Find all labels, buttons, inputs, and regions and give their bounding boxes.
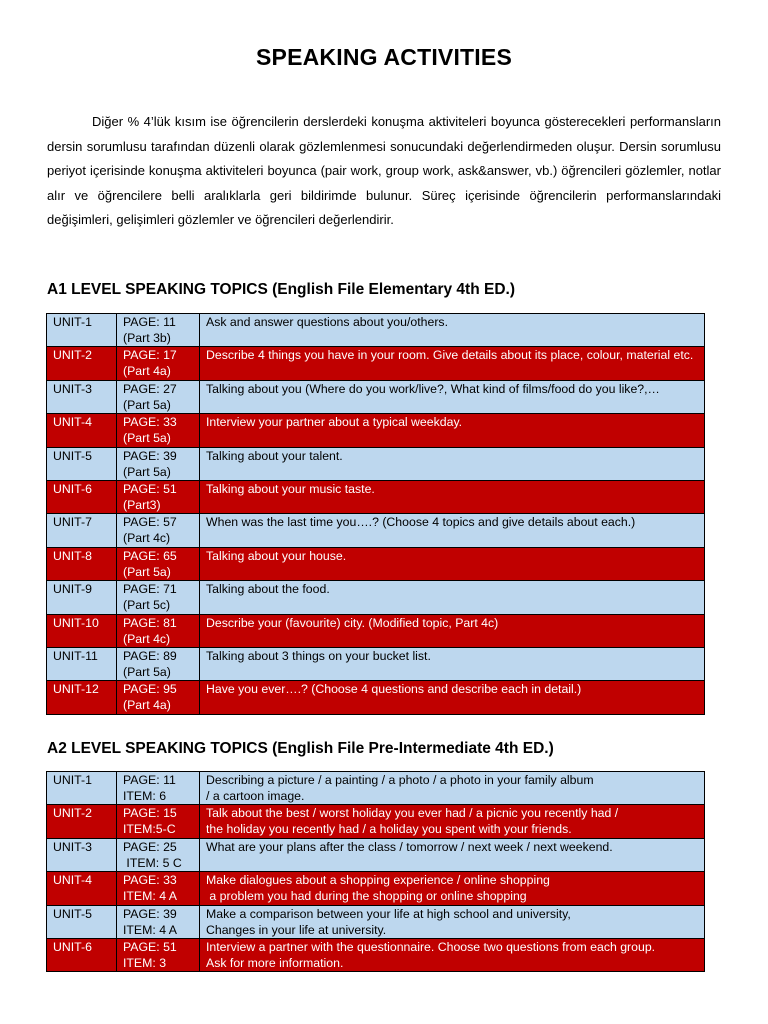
page-cell xyxy=(117,314,200,347)
table-row xyxy=(47,581,705,614)
unit-cell: UNIT-9 xyxy=(47,581,117,614)
topic-cell: Talking about your house. xyxy=(200,547,705,580)
page-number: PAGE: 27 xyxy=(123,381,177,396)
page-cell xyxy=(117,380,200,413)
a1-section-heading: A1 LEVEL SPEAKING TOPICS (English File Elementary 4th ED.) xyxy=(47,281,515,298)
table-row xyxy=(47,647,705,680)
topic-cell: Talking about 3 things on your bucket list. xyxy=(200,647,705,680)
unit-cell: UNIT-4 xyxy=(47,414,117,447)
page-cell xyxy=(117,347,200,380)
topic-cell xyxy=(200,905,705,938)
part-label: (Part3) xyxy=(123,497,161,512)
table-row xyxy=(47,414,705,447)
topic-cell: Describe 4 things you have in your room. Give details about its place, colour, material etc. xyxy=(200,347,705,380)
table-row xyxy=(47,380,705,413)
page-number: PAGE: 81 xyxy=(123,615,177,630)
unit-cell: UNIT-1 xyxy=(47,314,117,347)
page-number: PAGE: 25 xyxy=(123,839,177,854)
part-label: (Part 4a) xyxy=(123,698,171,713)
topic-line-2: a problem you had during the shopping or online shopping xyxy=(206,889,527,904)
table-row xyxy=(47,447,705,480)
topic-cell: Talking about your talent. xyxy=(200,447,705,480)
unit-cell: UNIT-12 xyxy=(47,681,117,714)
topic-line-1: Interview a partner with the questionnaire. Choose two questions from each group. xyxy=(206,939,656,954)
page-cell xyxy=(117,581,200,614)
topic-cell xyxy=(200,938,705,971)
page-number: PAGE: 65 xyxy=(123,548,177,563)
table-row xyxy=(47,681,705,714)
unit-cell: UNIT-5 xyxy=(47,447,117,480)
page-cell xyxy=(117,414,200,447)
unit-cell: UNIT-11 xyxy=(47,647,117,680)
topic-cell: Have you ever….? (Choose 4 questions and describe each in detail.) xyxy=(200,681,705,714)
page-number: PAGE: 89 xyxy=(123,648,177,663)
page-cell xyxy=(117,480,200,513)
unit-cell: UNIT-3 xyxy=(47,838,117,871)
page-cell xyxy=(117,938,200,971)
page-number: PAGE: 51 xyxy=(123,481,177,496)
topic-cell: Ask and answer questions about you/others. xyxy=(200,314,705,347)
topic-cell xyxy=(200,805,705,838)
page-cell xyxy=(117,681,200,714)
page-cell xyxy=(117,872,200,905)
part-label: (Part 5a) xyxy=(123,664,171,679)
topic-cell: Talking about your music taste. xyxy=(200,480,705,513)
unit-cell: UNIT-8 xyxy=(47,547,117,580)
topic-line-2: the holiday you recently had / a holiday you spent with your friends. xyxy=(206,822,572,837)
page-number: PAGE: 15 xyxy=(123,806,177,821)
item-label: ITEM: 5 C xyxy=(123,855,182,870)
page-cell xyxy=(117,805,200,838)
intro-text: Diğer % 4’lük kısım ise öğrencilerin derslerdeki konuşma aktiviteleri boyunca gösterecekleri performansların dersin sorumlusu tarafından düzenli olarak gözlemlenmesi sonucundaki değerlendirmeden oluşur. Dersin sorumlusu periyot içerisinde konuşma aktiviteleri boyunca (pair work, group work, ask&answer, vb.) öğrencileri gözlemler, notlar alır ve öğrencilere belli aralıklarla geri bildirimde bulunur. Süreç içerisinde öğrencilerin performanslarındaki değişimleri, gelişimleri gözlemler ve öğrencileri değerlendirir. xyxy=(47,114,721,227)
topic-line-1: What are your plans after the class / tomorrow / next week / next weekend. xyxy=(206,839,613,854)
part-label: (Part 5a) xyxy=(123,464,171,479)
page-number: PAGE: 95 xyxy=(123,682,177,697)
a2-section-heading: A2 LEVEL SPEAKING TOPICS (English File Pre-Intermediate 4th ED.) xyxy=(47,740,554,757)
intro-paragraph xyxy=(47,110,721,233)
unit-cell: UNIT-6 xyxy=(47,480,117,513)
topic-cell xyxy=(200,872,705,905)
table-row xyxy=(47,838,705,871)
topic-cell xyxy=(200,838,705,871)
unit-cell: UNIT-7 xyxy=(47,514,117,547)
table-row xyxy=(47,614,705,647)
unit-cell: UNIT-6 xyxy=(47,938,117,971)
page-cell xyxy=(117,547,200,580)
unit-cell: UNIT-2 xyxy=(47,347,117,380)
unit-cell: UNIT-5 xyxy=(47,905,117,938)
table-row xyxy=(47,872,705,905)
part-label: (Part 4c) xyxy=(123,531,171,546)
item-label: ITEM: 4 A xyxy=(123,922,177,937)
topic-cell: Talking about the food. xyxy=(200,581,705,614)
part-label: (Part 5a) xyxy=(123,564,171,579)
topic-line-1: Make a comparison between your life at high school and university, xyxy=(206,906,571,921)
page-number: PAGE: 17 xyxy=(123,348,177,363)
topic-line-2: Changes in your life at university. xyxy=(206,922,387,937)
page-cell xyxy=(117,514,200,547)
topic-cell: Talking about you (Where do you work/live?, What kind of films/food do you like?,… xyxy=(200,380,705,413)
topic-line-2: / a cartoon image. xyxy=(206,789,305,803)
item-label: ITEM: 3 xyxy=(123,955,167,970)
topic-line-1: Make dialogues about a shopping experience / online shopping xyxy=(206,873,550,888)
page-number: PAGE: 11 xyxy=(123,773,176,787)
item-label: ITEM: 6 xyxy=(123,789,167,803)
page-number: PAGE: 11 xyxy=(123,315,176,329)
page-number: PAGE: 57 xyxy=(123,515,177,530)
page-number: PAGE: 33 xyxy=(123,873,177,888)
item-label: ITEM: 4 A xyxy=(123,889,177,904)
unit-cell: UNIT-3 xyxy=(47,380,117,413)
table-row xyxy=(47,514,705,547)
a2-topics-table xyxy=(46,771,705,972)
table-row xyxy=(47,772,705,805)
table-row xyxy=(47,547,705,580)
topic-line-2: Ask for more information. xyxy=(206,955,344,970)
part-label: (Part 3b) xyxy=(123,331,171,345)
table-row xyxy=(47,938,705,971)
unit-cell: UNIT-4 xyxy=(47,872,117,905)
page-number: PAGE: 39 xyxy=(123,906,177,921)
page-number: PAGE: 51 xyxy=(123,939,177,954)
unit-cell: UNIT-10 xyxy=(47,614,117,647)
page-cell xyxy=(117,905,200,938)
page-cell xyxy=(117,614,200,647)
page-cell xyxy=(117,447,200,480)
part-label: (Part 5a) xyxy=(123,397,171,412)
table-row xyxy=(47,314,705,347)
topic-cell: Interview your partner about a typical weekday. xyxy=(200,414,705,447)
part-label: (Part 5a) xyxy=(123,431,171,446)
table-row xyxy=(47,805,705,838)
page-number: PAGE: 33 xyxy=(123,415,177,430)
topic-line-1: Talk about the best / worst holiday you ever had / a picnic you recently had / xyxy=(206,806,619,821)
topic-cell xyxy=(200,772,705,805)
page-title: SPEAKING ACTIVITIES xyxy=(256,44,512,70)
table-row xyxy=(47,347,705,380)
part-label: (Part 4a) xyxy=(123,364,171,379)
topic-cell: When was the last time you….? (Choose 4 topics and give details about each.) xyxy=(200,514,705,547)
topic-cell: Describe your (favourite) city. (Modified topic, Part 4c) xyxy=(200,614,705,647)
page-number: PAGE: 39 xyxy=(123,448,177,463)
part-label: (Part 4c) xyxy=(123,631,171,646)
table-row xyxy=(47,480,705,513)
unit-cell: UNIT-1 xyxy=(47,772,117,805)
item-label: ITEM:5-C xyxy=(123,822,176,837)
a1-topics-table xyxy=(46,313,705,715)
unit-cell: UNIT-2 xyxy=(47,805,117,838)
page-number: PAGE: 71 xyxy=(123,582,177,597)
page-cell xyxy=(117,647,200,680)
page-cell xyxy=(117,772,200,805)
part-label: (Part 5c) xyxy=(123,598,171,613)
topic-line-1: Describing a picture / a painting / a photo / a photo in your family album xyxy=(206,773,594,787)
page-cell xyxy=(117,838,200,871)
table-row xyxy=(47,905,705,938)
